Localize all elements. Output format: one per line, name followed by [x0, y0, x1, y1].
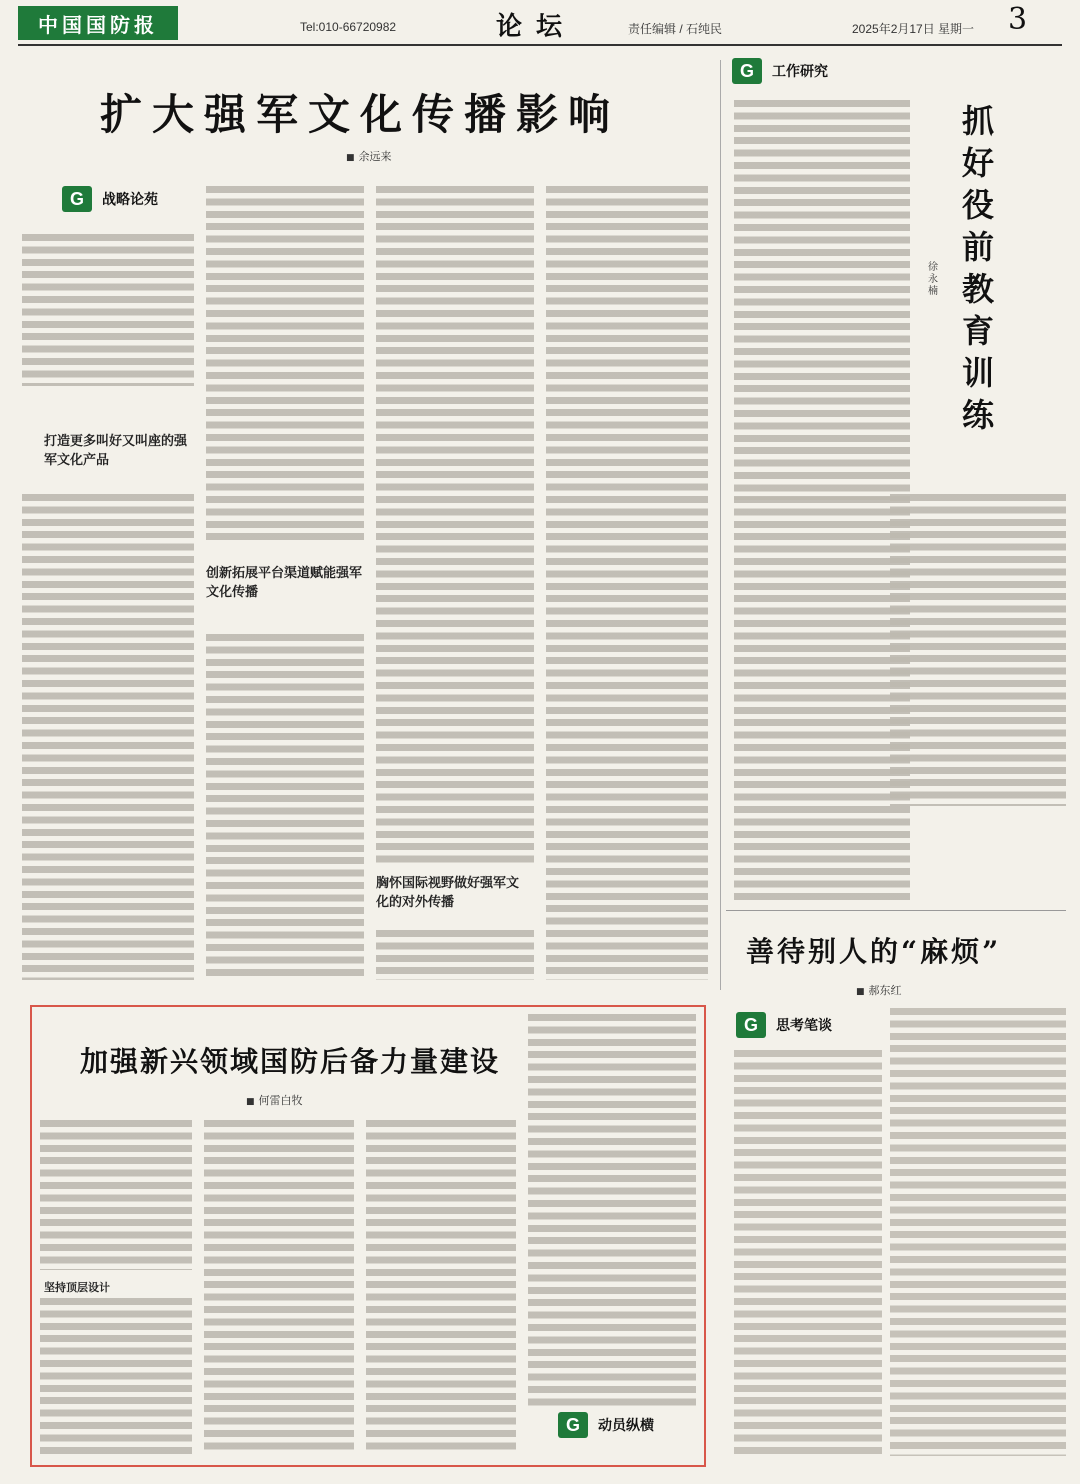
column-badge-label: 动员纵横 [598, 1418, 654, 1434]
column-badge-label: 战略论苑 [102, 192, 158, 208]
side-article-title: 善待别人的“麻烦” [746, 935, 1002, 968]
body-text-column [40, 1120, 192, 1270]
column-logo-icon: G [732, 58, 762, 84]
column-logo-icon: G [736, 1012, 766, 1038]
body-text-column [890, 1008, 1066, 1456]
subhead-1: 打造更多叫好又叫座的强军文化产品 [44, 434, 188, 468]
responsible-editor: 责任编辑 / 石纯民 [628, 22, 723, 36]
boxed-article-byline: ■ 何雷白牧 [246, 1092, 303, 1108]
subhead-2: 创新拓展平台渠道赋能强军文化传播 [206, 566, 363, 600]
body-text-column [528, 1014, 696, 1408]
work-article-byline: 徐永楠 [928, 262, 938, 297]
body-text-column [206, 186, 364, 540]
column-divider [720, 60, 721, 990]
strategy-column-badge [62, 186, 158, 212]
body-text-column [366, 1120, 516, 1454]
body-text-column [22, 494, 194, 980]
body-text-column [546, 186, 708, 980]
body-text-column [376, 930, 534, 980]
issue-date: 2025年2月17日 星期一 [852, 22, 975, 36]
boxed-article-title: 加强新兴领域国防后备力量建设 [80, 1045, 501, 1078]
side-article-byline: ■ 郝东红 [856, 982, 902, 998]
body-text-column [734, 1050, 882, 1456]
column-logo-icon: G [558, 1412, 588, 1438]
column-badge-label: 思考笔谈 [776, 1018, 832, 1034]
thinking-notes-badge [736, 1012, 832, 1038]
body-text-column [890, 494, 1066, 806]
newspaper-logo: 中国国防报 [18, 6, 178, 40]
page-number: 3 [1008, 2, 1028, 37]
body-text-column [204, 1120, 354, 1454]
body-text-column [40, 1298, 192, 1454]
section-name: 论坛 [496, 12, 577, 42]
lead-article-byline: ■ 余远来 [346, 148, 392, 164]
body-text-column [22, 234, 194, 386]
body-text-column [376, 186, 534, 866]
work-article-title: 抓好役前教育训练 [961, 102, 994, 434]
masthead-rule [18, 44, 1062, 46]
body-text-column [734, 496, 910, 900]
boxed-subhead-1: 坚持顶层设计 [44, 1281, 110, 1294]
body-text-column [734, 100, 910, 500]
column-logo-icon: G [62, 186, 92, 212]
telephone-number: Tel:010-66720982 [300, 20, 397, 34]
lead-article-title: 扩大强军文化传播影响 [100, 90, 621, 139]
body-text-column [206, 634, 364, 980]
section-divider [726, 910, 1066, 911]
mobilization-badge [558, 1412, 654, 1438]
column-badge-label: 工作研究 [772, 64, 828, 80]
subhead-3: 胸怀国际视野做好强军文化的对外传播 [376, 876, 520, 910]
work-research-badge [732, 58, 828, 84]
